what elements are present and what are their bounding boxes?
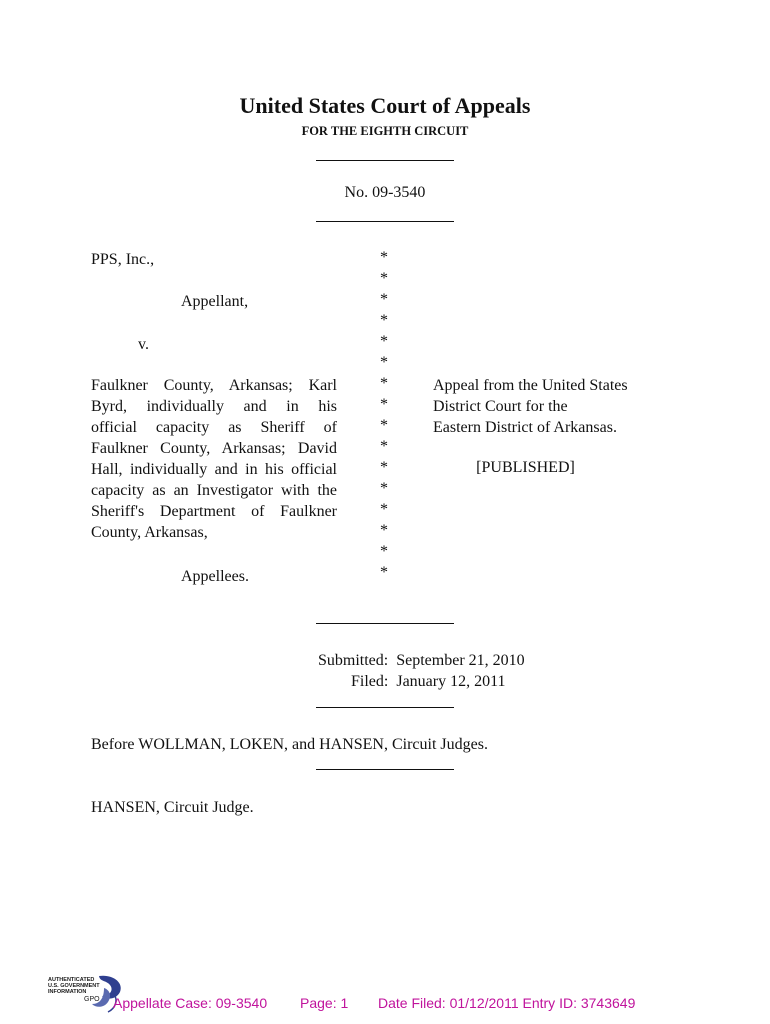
caption-star: * bbox=[380, 480, 388, 497]
caption-star: * bbox=[380, 249, 388, 266]
published-label: [PUBLISHED] bbox=[476, 459, 575, 476]
seal-caption bbox=[48, 977, 100, 995]
appellant-name: PPS, Inc., bbox=[91, 251, 155, 268]
seal-line: AUTHENTICATED bbox=[48, 977, 95, 983]
appellees-block bbox=[91, 375, 337, 543]
caption-star: * bbox=[380, 333, 388, 350]
appellees-line: Faulkner County, Arkansas; Karl bbox=[91, 377, 337, 394]
caption-star: * bbox=[380, 564, 388, 581]
appellant-role: Appellant, bbox=[181, 293, 249, 310]
appeal-line: District Court for the bbox=[433, 398, 568, 415]
caption-star: * bbox=[380, 459, 388, 476]
caption-star: * bbox=[380, 375, 388, 392]
footer-case-number: Appellate Case: 09-3540 bbox=[113, 995, 268, 1011]
case-number: No. 09-3540 bbox=[344, 184, 426, 201]
footer-date-filed: Date Filed: 01/12/2011 Entry ID: 3743649 bbox=[378, 995, 636, 1011]
seal-line: U.S. GOVERNMENT bbox=[48, 983, 100, 989]
divider-rule bbox=[316, 707, 454, 708]
divider-rule bbox=[316, 221, 454, 222]
submitted-date: Submitted: September 21, 2010 bbox=[318, 652, 525, 669]
panel-judges: Before WOLLMAN, LOKEN, and HANSEN, Circuit Judges. bbox=[91, 736, 488, 753]
appellees-line: Byrd, individually and in his bbox=[91, 398, 337, 415]
seal-line: INFORMATION bbox=[48, 989, 87, 995]
appeal-from-block bbox=[433, 375, 663, 438]
appellees-line: Faulkner County, Arkansas; David bbox=[91, 440, 337, 457]
footer-page-number: Page: 1 bbox=[300, 995, 349, 1011]
divider-rule bbox=[316, 160, 454, 161]
caption-star: * bbox=[380, 522, 388, 539]
caption-star: * bbox=[380, 312, 388, 329]
appellees-line: Hall, individually and in his official bbox=[91, 461, 337, 478]
appellees-role: Appellees. bbox=[181, 568, 249, 585]
circuit-subtitle: FOR THE EIGHTH CIRCUIT bbox=[301, 124, 469, 138]
caption-star: * bbox=[380, 438, 388, 455]
appeal-line: Eastern District of Arkansas. bbox=[433, 419, 617, 436]
appellees-line: Sheriff's Department of Faulkner bbox=[91, 503, 337, 520]
caption-star: * bbox=[380, 270, 388, 287]
court-title: United States Court of Appeals bbox=[239, 93, 531, 118]
opinion-author: HANSEN, Circuit Judge. bbox=[91, 799, 254, 816]
appellees-line: official capacity as Sheriff of bbox=[91, 419, 337, 436]
seal-mark: GPO bbox=[84, 996, 100, 1003]
caption-star: * bbox=[380, 543, 388, 560]
appellees-line: County, Arkansas, bbox=[91, 524, 208, 541]
caption-star: * bbox=[380, 501, 388, 518]
caption-star: * bbox=[380, 396, 388, 413]
appellees-line: capacity as an Investigator with the bbox=[91, 482, 337, 499]
filed-date: Filed: January 12, 2011 bbox=[351, 673, 506, 690]
divider-rule bbox=[316, 769, 454, 770]
caption-star: * bbox=[380, 291, 388, 308]
caption-star: * bbox=[380, 354, 388, 371]
caption-star: * bbox=[380, 417, 388, 434]
appeal-line: Appeal from the United States bbox=[433, 377, 628, 394]
divider-rule bbox=[316, 623, 454, 624]
versus-label: v. bbox=[138, 336, 149, 353]
